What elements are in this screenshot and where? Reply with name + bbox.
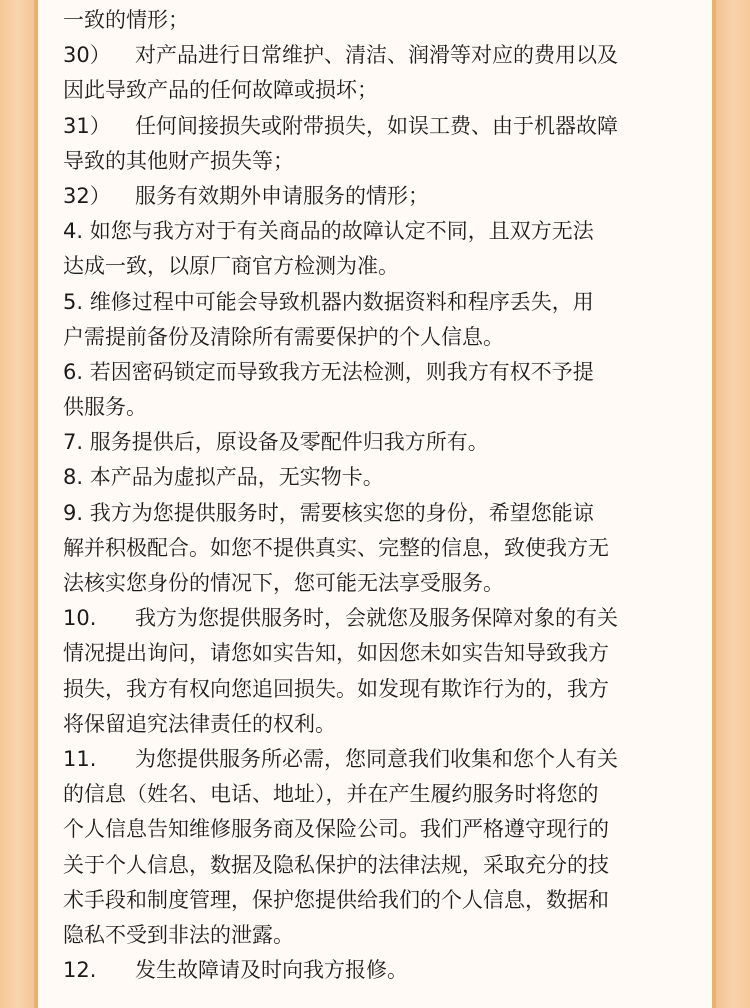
text-line <box>63 672 693 707</box>
line-text: 任何间接损失或附带损失，如误工费、由于机器故障 <box>135 113 618 138</box>
text-line <box>63 883 693 918</box>
text-line <box>63 707 693 742</box>
text-line <box>63 460 693 495</box>
text-line <box>63 953 693 988</box>
line-text: 8. 本产品为虚拟产品，无实物卡。 <box>63 465 384 490</box>
line-text: 5. 维修过程中可能会导致机器内数据资料和程序丢失，用 <box>63 289 594 314</box>
line-text: 情况提出询问，请您如实告知，如因您未如实告知导致我方 <box>63 641 609 666</box>
line-text: 术手段和制度管理，保护您提供给我们的个人信息，数据和 <box>63 887 609 912</box>
line-text: 户需提前备份及清除所有需要保护的个人信息。 <box>63 324 504 349</box>
item-number: 10. <box>63 606 97 631</box>
line-text: 为您提供服务所必需，您同意我们收集和您个人有关 <box>135 746 618 771</box>
line-text: 将保留追究法律责任的权利。 <box>63 711 336 736</box>
line-text: 的信息（姓名、电话、地址），并在产生履约服务时将您的 <box>63 782 599 807</box>
line-text: 我方为您提供服务时，会就您及服务保障对象的有关 <box>135 606 618 631</box>
item-number: 30） <box>63 43 111 68</box>
line-text: 关于个人信息，数据及隐私保护的法律法规，采取充分的技 <box>63 852 609 877</box>
line-text: 法核实您身份的情况下，您可能无法享受服务。 <box>63 571 504 595</box>
line-text: 导致的其他财产损失等； <box>63 148 294 173</box>
line-text: 9. 我方为您提供服务时，需要核实您的身份，希望您能谅 <box>63 500 594 525</box>
text-line <box>63 531 693 566</box>
line-text: 7. 服务提供后，原设备及零配件归我方所有。 <box>63 430 489 455</box>
text-line <box>63 249 693 284</box>
text-line <box>63 214 693 249</box>
text-line <box>63 848 693 883</box>
line-text: 发生故障请及时向我方报修。 <box>135 958 408 983</box>
text-line <box>63 601 693 636</box>
text-line <box>63 636 693 671</box>
line-text: 服务有效期外申请服务的情形； <box>135 183 429 208</box>
item-number: 31） <box>63 113 111 138</box>
text-line <box>63 285 693 320</box>
text-line <box>63 742 693 777</box>
line-text: 6. 若因密码锁定而导致我方无法检测，则我方有权不予提 <box>63 359 594 384</box>
line-text: 4. 如您与我方对于有关商品的故障认定不同，且双方无法 <box>63 219 594 244</box>
text-line <box>63 179 693 214</box>
terms-panel <box>34 0 716 1008</box>
text-line <box>63 390 693 425</box>
text-line <box>63 320 693 355</box>
line-text: 一致的情形； <box>63 8 189 32</box>
line-text: 供服务。 <box>63 395 147 420</box>
text-line <box>63 38 693 73</box>
left-decorative-border <box>0 0 34 1008</box>
text-line <box>63 566 693 601</box>
line-text: 解并积极配合。如您不提供真实、完整的信息，致使我方无 <box>63 535 609 560</box>
item-number: 32） <box>63 183 111 208</box>
text-line <box>63 73 693 108</box>
item-number: 12. <box>63 958 97 983</box>
line-text: 达成一致，以原厂商官方检测为准。 <box>63 254 399 279</box>
line-text: 隐私不受到非法的泄露。 <box>63 922 294 947</box>
text-line <box>63 109 693 144</box>
text-line <box>63 425 693 460</box>
text-line <box>63 812 693 847</box>
text-line <box>63 496 693 531</box>
text-line <box>63 777 693 812</box>
item-number: 11. <box>63 746 97 771</box>
text-line <box>63 3 693 38</box>
line-text: 个人信息告知维修服务商及保险公司。我们严格遵守现行的 <box>63 817 609 842</box>
text-line <box>63 355 693 390</box>
line-text: 因此导致产品的任何故障或损坏； <box>63 78 378 103</box>
text-line <box>63 918 693 953</box>
line-text: 损失，我方有权向您追回损失。如发现有欺诈行为的，我方 <box>63 676 609 701</box>
text-line <box>63 144 693 179</box>
terms-text <box>63 3 693 988</box>
line-text: 对产品进行日常维护、清洁、润滑等对应的费用以及 <box>135 43 618 68</box>
right-decorative-border <box>716 0 750 1008</box>
